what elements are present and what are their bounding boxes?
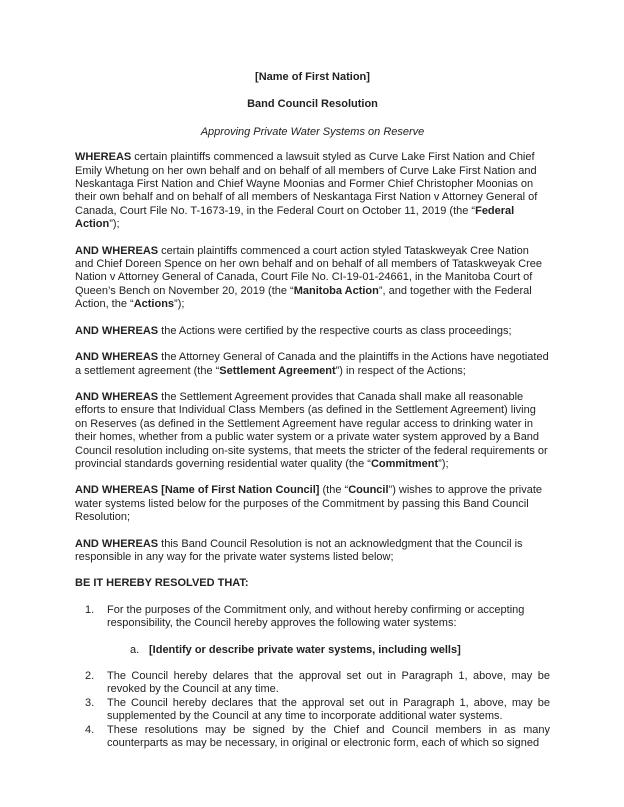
text-run: certain plaintiffs commenced a lawsuit styled as Curve Lake First Nation and Chief Emily Whetung on her own behalf and on behalf of all members of Curve Lake First Nation and Neskantaga First Nation and Chief Wayne Moonias and Former Chief Christopher Moonias on their own behalf and on behalf of all members of Neskantaga First Nation v Attorney General of Canada, Court File No. T-1673-19, in the Federal Court on October 11, 2019 (the “ [75, 151, 538, 217]
bold-text-run: Council [348, 484, 389, 497]
list-item-text [149, 644, 550, 657]
bold-text-run: AND WHEREAS [75, 390, 159, 403]
text-run: The Council hereby delares that the approval set out in Paragraph 1, above, may be revoked by the Council at any time. [107, 670, 550, 696]
resolution-item [75, 644, 550, 657]
text-run: ”) in respect of the Actions; [335, 364, 466, 377]
resolution-list [75, 604, 550, 751]
bold-text-run: AND WHEREAS [75, 351, 159, 364]
text-run: ”); [109, 218, 120, 231]
text-run: the Settlement Agreement provides that Canada shall make all reasonable efforts to ensure that Individual Class Members (as defined in the Settlement Agreement) living on Reserves (as defined in the Settlement Agreement have regular access to drinking water in their homes, whether from a public water system or a private water system approved by a Band Council resolution including on-site systems, that meets the stricter of the federal requirements or provincial standards governing residential water quality (the “ [75, 390, 548, 470]
whereas-clause [75, 245, 550, 312]
bold-text-run: AND WHEREAS [75, 244, 159, 257]
bold-text-run: AND WHEREAS [75, 324, 159, 337]
resolved-heading: BE IT HEREBY RESOLVED THAT: [75, 577, 249, 590]
bold-text-run: Actions [133, 298, 175, 311]
list-item-text [107, 670, 550, 697]
nation-name-title: [Name of First Nation] [255, 71, 370, 83]
text-run: the Actions were certified by the respective courts as class proceedings; [158, 324, 512, 337]
bold-text-run: Commitment [370, 457, 439, 470]
document-title: Band Council Resolution [247, 98, 378, 111]
whereas-clause [75, 325, 550, 338]
list-item-text [107, 697, 550, 724]
list-marker: 2. [85, 670, 95, 682]
bold-text-run: AND WHEREAS [75, 537, 159, 550]
bold-text-run: Federal Action [75, 204, 515, 231]
list-marker: 1. [85, 603, 95, 616]
whereas-clause [75, 391, 550, 471]
resolution-item [75, 697, 550, 724]
whereas-clause [75, 538, 550, 565]
whereas-clauses [75, 151, 550, 564]
resolution-item [75, 670, 550, 697]
text-run: ”, and together with the Federal Action, the “ [75, 284, 532, 311]
text-run: this Band Council Resolution is not an acknowledgment that the Council is responsible in any way for the private water systems listed below; [75, 537, 523, 563]
text-run: These resolutions may be signed by the Chief and Council members in as many counterparts as may be necessary, in original or electronic form, each of which so signed [107, 723, 550, 750]
document-subtitle: Approving Private Water Systems on Reserve [200, 125, 425, 138]
list-item-text [107, 724, 550, 751]
bold-text-run: [Identify or describe private water systems, including wells] [149, 643, 461, 656]
text-run: ”); [174, 298, 185, 311]
text-run: certain plaintiffs commenced a court action styled Tataskweyak Cree Nation and Chief Doreen Spence on her own behalf and on behalf of all members of Tataskweyak Cree Nation v Attorney General of Canada, Court File No. CI-19-01-24661, in the Manitoba Court of Queen’s Bench on November 20, 2019 (the “ [75, 244, 542, 297]
whereas-clause [75, 151, 550, 231]
list-item-text [107, 604, 550, 631]
bold-text-run: Manitoba Action [293, 284, 379, 297]
text-run: ”); [438, 457, 449, 470]
text-run: ”) wishes to approve the private water systems listed below for the purposes of the Commitment by passing this Band Council Resolution; [75, 484, 542, 524]
whereas-clause [75, 351, 550, 378]
text-run: the Attorney General of Canada and the plaintiffs in the Actions have negotiated a settlement agreement (the “ [75, 351, 549, 377]
list-marker: 3. [85, 696, 95, 709]
list-marker: 4. [85, 723, 95, 736]
list-marker: a. [130, 643, 140, 656]
bold-text-run: WHEREAS [75, 151, 132, 164]
text-run: (the “ [319, 484, 349, 497]
resolution-item [75, 604, 550, 631]
bold-text-run: AND WHEREAS [Name of First Nation Council] [75, 484, 320, 497]
whereas-clause [75, 484, 550, 524]
bold-text-run: Settlement Agreement [219, 364, 336, 377]
text-run: The Council hereby declares that the approval set out in Paragraph 1, above, may be supplemented by the Council at any time to incorporate additional water systems. [107, 696, 550, 723]
text-run: For the purposes of the Commitment only, and without hereby confirming or accepting responsibility, the Council hereby approves the following water systems: [107, 603, 525, 630]
resolution-item [75, 724, 550, 751]
